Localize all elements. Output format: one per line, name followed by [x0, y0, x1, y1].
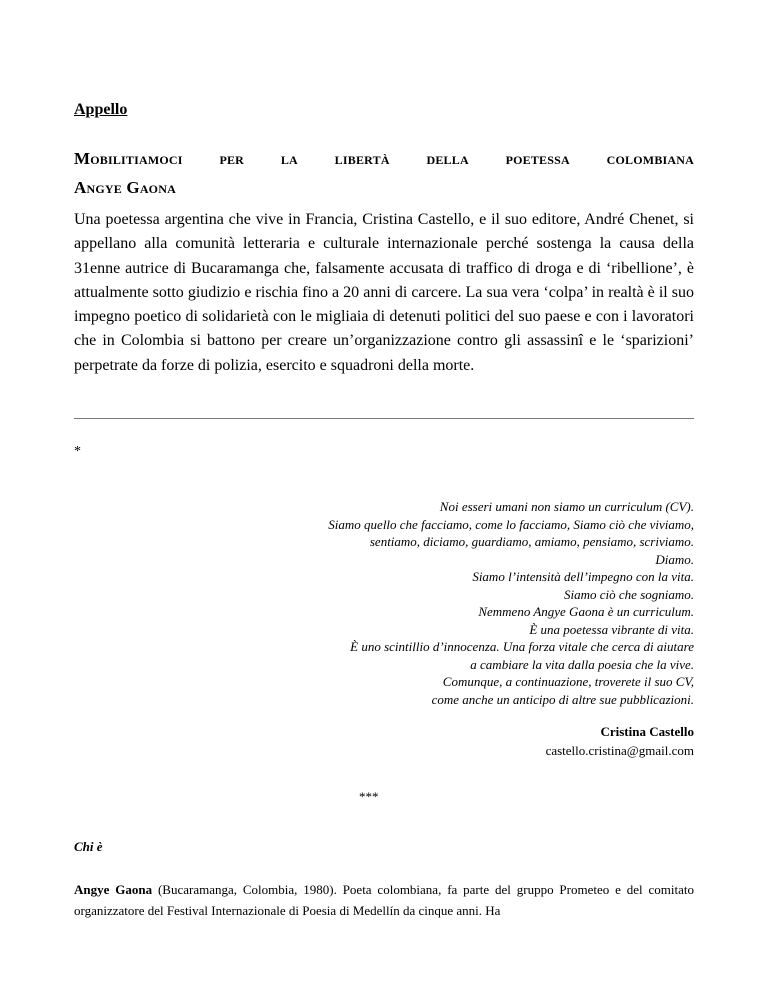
section-title: Chi è [74, 839, 103, 854]
bio-paragraph [74, 879, 694, 921]
intro-paragraph: Una poetessa argentina che vive in Francia, Cristina Castello, e il suo editore, André Chenet, si appellano alla comunità letteraria e culturale internazionale perché sostenga la causa della 31enne autrice di Bucaramanga che, falsamente accusata di traffico di droga e di ‘ribellione’, è attualmente sotto giudizio e rischia fino a 20 anni di carcere. La sua vera ‘colpa’ in realtà è il suo impegno poetico di solidarietà con le migliaia di detenuti politici del suo paese e con i lavoratori che in Colombia si battono per creare un’organizzazione contro gli assassinî e le ‘sparizioni’ perpetrate da forze di polizia, esercito e squadroni della morte. [74, 211, 694, 374]
horizontal-rule [74, 418, 694, 419]
bio-text: (Bucaramanga, Colombia, 1980). Poeta colombiana, fa parte del gruppo Prometeo e del comitato organizzatore del Festival Internazionale di Poesia di Medellín da cinque anni. Ha [74, 882, 694, 918]
appeal-heading: Appello [74, 101, 128, 118]
article-title-line-1: Mobilitiamoci per la libertà della poetessa colombiana [74, 149, 694, 168]
quote-line: come anche un anticipo di altre sue pubblicazioni. [431, 691, 694, 707]
quote-line: Siamo quello che facciamo, come lo facciamo, Siamo ciò che viviamo, [328, 516, 694, 532]
quote-line: È una poetessa vibrante di vita. [529, 621, 694, 637]
quote-line: È uno scintillio d’innocenza. Una forza vitale che cerca di aiutare [350, 639, 694, 654]
quote-line: Siamo l’intensità dell’impegno con la vita. [472, 569, 694, 584]
quote-line: Diamo. [655, 551, 694, 567]
quote-block [224, 498, 694, 708]
quote-line: sentiamo, diciamo, guardiamo, amiamo, pensiamo, scriviamo. [369, 534, 694, 549]
quote-line: Comunque, a continuazione, troverete il suo CV, [442, 674, 694, 689]
bio-name: Angye Gaona [74, 882, 153, 897]
article-title-line-2: Angye Gaona [74, 178, 176, 197]
signature-email: castello.cristina@gmail.com [545, 743, 694, 758]
asterisk-marker: * [74, 444, 81, 459]
quote-line: a cambiare la vita dalla poesia che la vive. [470, 656, 694, 672]
article-title [74, 144, 694, 202]
quote-line: Nemmeno Angye Gaona è un curriculum. [478, 604, 694, 619]
signature-block [546, 722, 694, 760]
quote-line: Noi esseri umani non siamo un curriculum (CV). [439, 499, 694, 514]
section-separator: *** [359, 789, 379, 804]
quote-line: Siamo ciò che sogniamo. [564, 586, 694, 602]
signature-name: Cristina Castello [600, 724, 694, 739]
